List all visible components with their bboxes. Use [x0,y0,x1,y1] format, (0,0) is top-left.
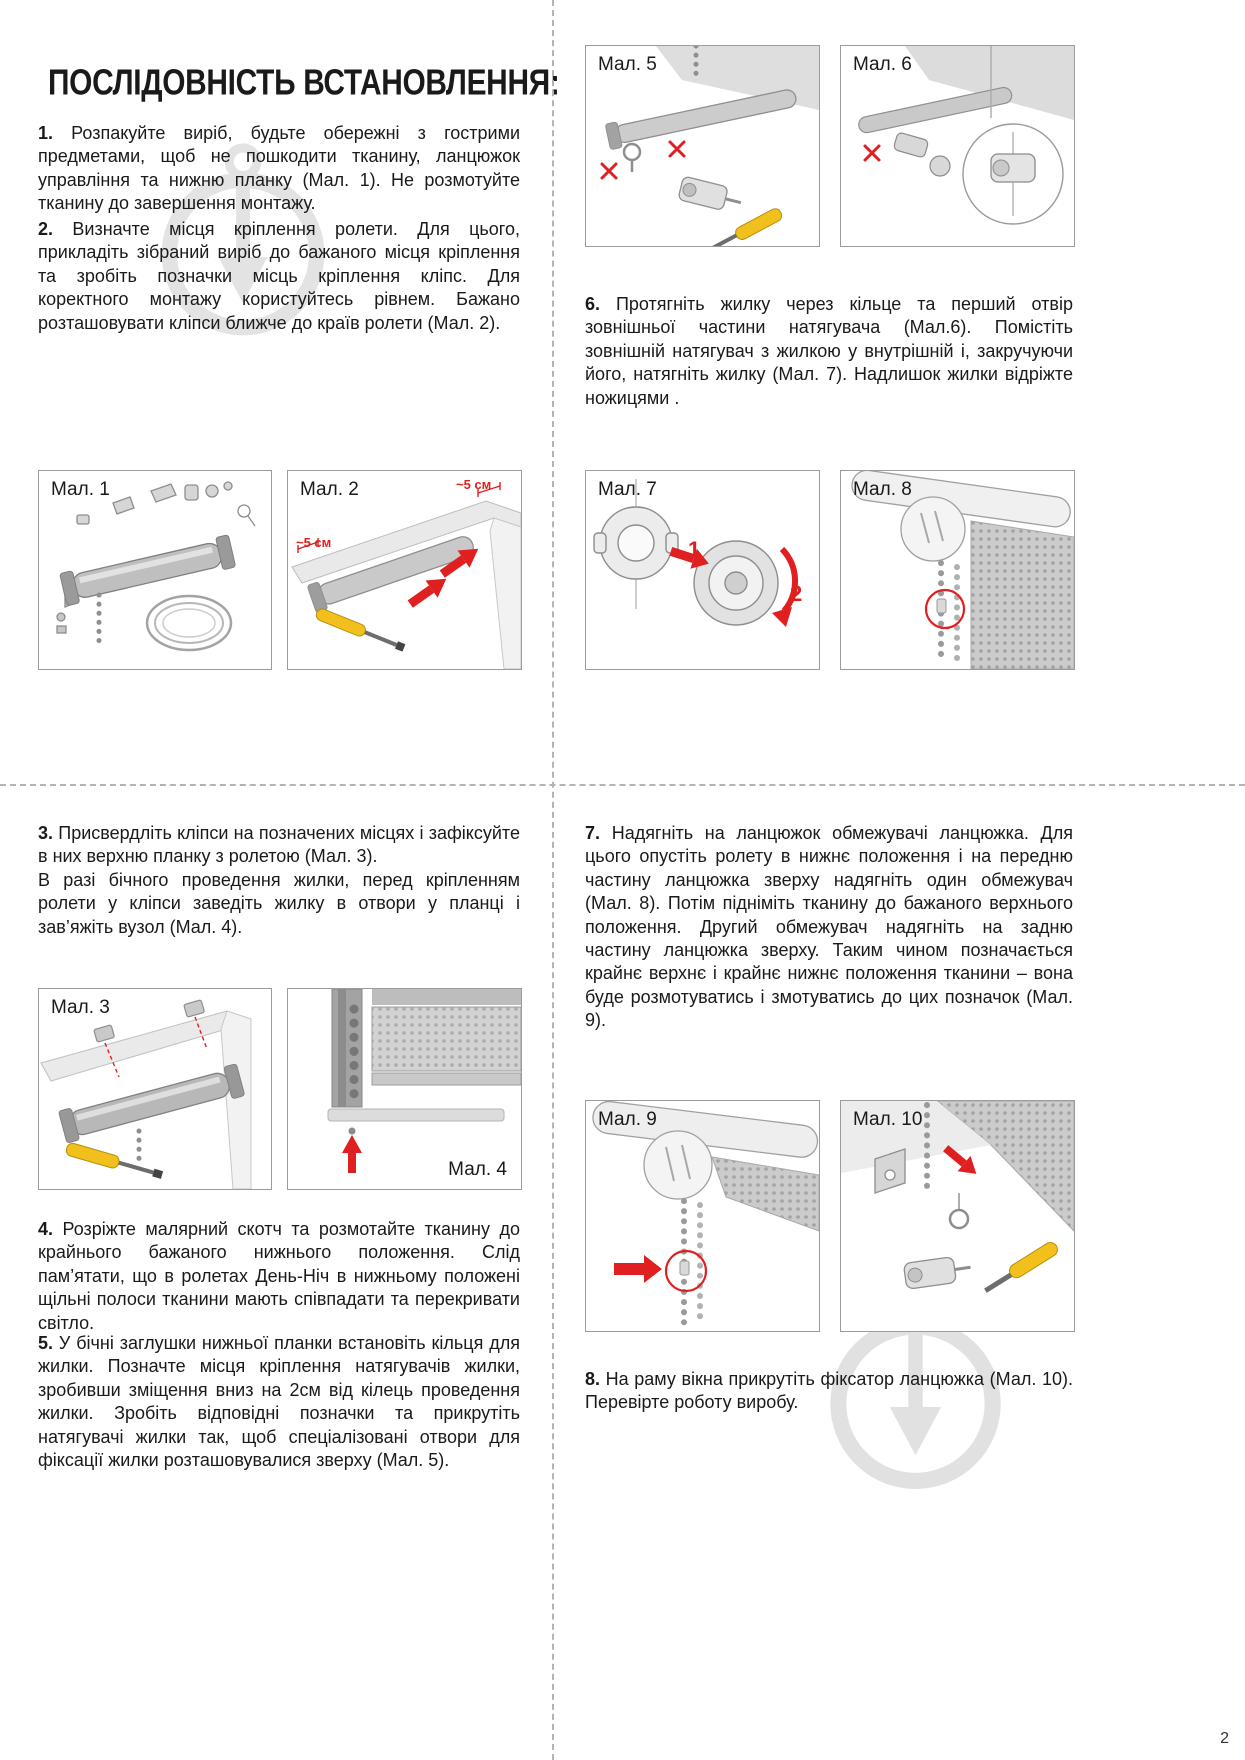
chain-stop [937,599,946,613]
step-8-number: 8. [585,1369,601,1389]
fig2-measure-top: ~5 см [456,477,492,492]
step-1 [38,122,520,216]
magnifier-inset [963,124,1063,224]
red-arrow-icon [342,1135,362,1173]
figure-1-label: Мал. 1 [51,479,110,500]
step-6-number: 6. [585,294,601,314]
step-4-number: 4. [38,1219,54,1239]
fold-line-vertical [552,0,554,1760]
figure-7 [585,470,820,670]
chain-stop [680,1261,689,1275]
red-x-marks [865,146,879,160]
figure-2-label: Мал. 2 [300,479,359,500]
figure-3-illustration [39,989,271,1189]
step-8 [585,1368,1073,1415]
figure-8 [840,470,1075,670]
cord-hole [349,1128,356,1135]
roller-blind-icon [60,535,236,606]
tensioner-icon [678,176,744,214]
step-5-number: 5. [38,1333,54,1353]
figure-9 [585,1100,820,1332]
step-2-number: 2. [38,219,54,239]
figure-5-illustration [586,46,819,246]
step-7-number: 7. [585,823,601,843]
eye-ring-icon [950,1210,968,1228]
page-title: ПОСЛІДОВНІСТЬ ВСТАНОВЛЕННЯ: [48,63,560,104]
inner-tensioner-icon [694,541,778,625]
step-8-text: На раму вікна прикрутіть фіксатор ланцюжка (Мал. 10). Перевірте роботу виробу. [585,1369,1073,1413]
step-4 [38,1218,520,1335]
tensioner-parts [893,132,950,176]
fabric-roll [372,989,521,1085]
cord-coil-icon [147,596,231,650]
figure-10 [840,1100,1075,1332]
step-3 [38,822,520,939]
figure-1 [38,470,272,670]
fabric-panel [712,1157,819,1231]
figure-2 [287,470,522,670]
fig2-measure-left: ~5 см [296,535,332,550]
figure-9-label: Мал. 9 [598,1109,657,1130]
figure-3 [38,988,272,1190]
step-3-text-b: В разі бічного проведення жилки, перед кріпленням ролети у кліпси заведіть жилку в отвори у планці і зав’яжіть вузол (Мал. 4). [38,869,520,937]
control-mechanism [901,497,965,561]
step-3-number: 3. [38,823,54,843]
step-1-number: 1. [38,123,54,143]
fold-line-horizontal [0,784,1245,786]
fabric-panel [971,521,1074,669]
figure-10-label: Мал. 10 [853,1109,923,1130]
bottom-bar [857,86,1013,134]
figure-6-illustration [841,46,1074,246]
screwdriver-icon [315,607,407,653]
step-3-text-a: Присвердліть кліпси на позначених місцях і зафіксуйте в них верхню планку з ролетою (Мал. 3). [38,823,520,867]
red-arrow-icon [614,1255,662,1283]
figure-6 [840,45,1075,247]
screwdriver-icon [65,1142,164,1182]
chain-fixator-icon [903,1254,972,1289]
figure-4-label: Мал. 4 [448,1159,507,1180]
step-5 [38,1332,520,1472]
figure-10-illustration [841,1101,1074,1331]
step-7 [585,822,1073,1033]
figure-8-label: Мал. 8 [853,479,912,500]
step-5-text: У бічні заглушки нижньої планки встановіть кільця для жилки. Позначте місця кріплення натягувачів жилки, зробивши зміщення вниз на 2см від кілець проведення жилки. Зробіть відповідні позначки та прикрутіть натягувачі жилки так, щоб спеціалізовані отвори для фіксації жилки розташовувалися зверху (Мал. 5). [38,1333,520,1470]
page-number: 2 [1220,1730,1229,1747]
eye-ring-icon [624,144,640,172]
step-1-text: Розпакуйте виріб, будьте обережні з гострими предметами, щоб не пошкодити тканину, ланцюжок управління та нижню планку (Мал. 1). Не розмотуйте тканину до завершення монтажу. [38,123,520,214]
screwdriver-icon [709,207,784,246]
step-2-text: Визначте місця кріплення ролети. Для цього, прикладіть зібраний виріб до бажаного місця кріплення та зробіть позначки місць кріплення кліпс. Для коректного монтажу користуйтесь рівнем. Бажано розташовувати кліпси ближче до країв ролети (Мал. 2). [38,219,520,333]
control-mechanism [644,1131,712,1199]
step-6-text: Протягніть жилку через кільце та перший отвір зовнішньої частини натягувача (Мал.6). Помістіть зовнішній натягувач з жилкою у внутрішній і, закручуючи його, натягніть жилку (Мал. 7). Надлишок жилки відріжте ножицями . [585,294,1073,408]
figure-5-label: Мал. 5 [598,54,657,75]
figure-9-illustration [586,1101,819,1331]
step-7-text: Надягніть на ланцюжок обмежувачі ланцюжка. Для цього опустіть ролету в нижнє положення і на передню частину ланцюжка зверху надягніть один обмежувач (Мал. 8). Потім підніміть тканину до бажаного верхнього положення. Другий обмежувач надягніть на задню частину ланцюжка зверху. Таким чином позначається крайнє верхнє і крайнє нижнє положення тканини – вона буде розмотуватись і змотуватись до цих позначок (Мал. 9). [585,823,1073,1031]
figure-4 [287,988,522,1190]
bottom-bar [328,1109,504,1121]
step-6 [585,293,1073,410]
step-2 [38,218,520,335]
figure-6-label: Мал. 6 [853,54,912,75]
figure-7-label: Мал. 7 [598,479,657,500]
figure-5 [585,45,820,247]
fig7-step-1-number: 1 [688,537,701,562]
bottom-bar [605,84,798,149]
fig7-step-2-number: 2 [790,581,803,606]
figure-3-label: Мал. 3 [51,997,110,1018]
screwdriver-icon [981,1240,1060,1296]
step-4-text: Розріжте малярний скотч та розмотайте тканину до крайнього бажаного нижнього положення. Слід пам’ятати, що в ролетах День-Ніч в нижньому положені щільні полоси тканини мають співпадати та перекривати світло. [38,1219,520,1333]
outer-tensioner-icon [594,507,678,579]
roller-blind-icon [59,1064,245,1143]
